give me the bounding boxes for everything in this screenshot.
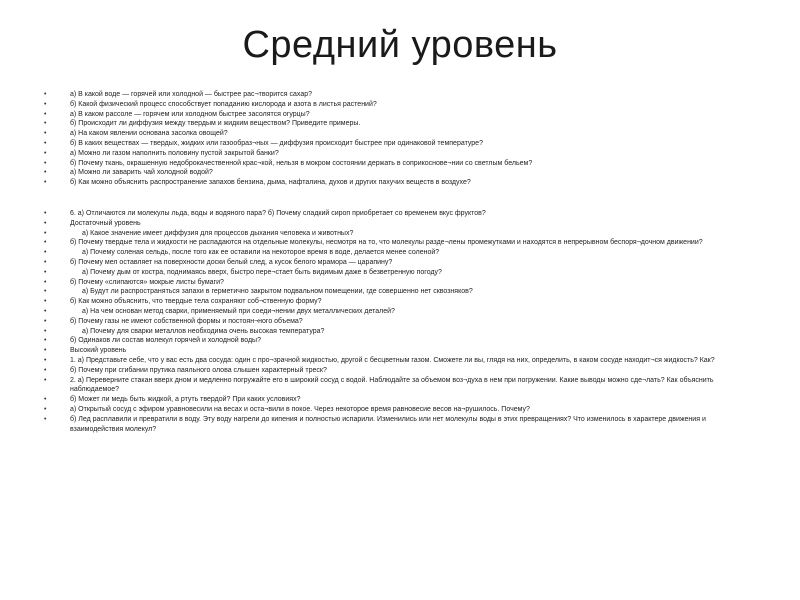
list-item: • а) В каком рассоле — горячем или холодном быстрее засолятся огурцы? — [44, 110, 744, 120]
list-item: • б) Как можно объяснить распространение запахов бензина, дыма, нафталина, духов и других пахучих веществ в воздухе? — [44, 178, 744, 188]
list-item: • б) Почему мел оставляет на поверхности доски белый след, а кусок белого мрамора — царапину? — [44, 258, 744, 268]
list-item: • а) Можно ли газом наполнить половину пустой закрытой банки? — [44, 149, 744, 159]
list-item: • а) Можно ли заварить чай холодной водой? — [44, 168, 744, 178]
slide-content — [44, 90, 744, 434]
question-list-advanced — [44, 209, 744, 434]
list-item: • б) Какой физический процесс способствует попаданию кислорода и азота в листья растений? — [44, 100, 744, 110]
list-item: • а) На каком явлении основана засолка овощей? — [44, 129, 744, 139]
list-item: • б) Почему при сгибании прутика паяльного олова слышен характерный треск? — [44, 366, 744, 376]
slide-title: Средний уровень — [242, 24, 558, 66]
list-item: • 1. а) Представьте себе, что у вас есть два сосуда: один с про¬зрачной жидкостью, другой с бесцветным газом. Сможете ли вы, глядя на них, определить, в каком сосуде находит¬ся жидкость? Как? — [44, 356, 744, 366]
list-item: • а) Почему соленая сельдь, после того как ее оставили на некоторое время в воде, делается менее соленой? — [44, 248, 744, 258]
list-item: • б) Почему твердые тела и жидкости не распадаются на отдельные молекулы, несмотря на то, что молекулы разде¬лены промежутками и находятся в непрерывном беспоря¬дочном движении? — [44, 238, 744, 248]
list-item: • б) Лед расплавили и превратили в воду. Эту воду нагрели до кипения и полностью испарили. Изменились или нет молекулы воды в этих превращениях? Что изменилось в характере движения и взаимодействия молекул? — [44, 415, 744, 435]
list-item: • б) Почему газы не имеют собственной формы и постоян¬ного объема? — [44, 317, 744, 327]
list-item: • б) Почему ткань, окрашенную недоброкачественной крас¬кой, нельзя в мокром состоянии держать в соприкоснове¬нии со светлым бельем? — [44, 159, 744, 169]
list-item: • б) Происходит ли диффузия между твердым и жидким веществом? Приведите примеры. — [44, 119, 744, 129]
list-item: • а) Почему дым от костра, поднимаясь вверх, быстро пере¬стает быть видимым даже в безветренную погоду? — [44, 268, 744, 278]
list-item: • Высокий уровень — [44, 346, 744, 356]
list-item: • б) Может ли медь быть жидкой, а ртуть твердой? При каких условиях? — [44, 395, 744, 405]
list-item: • а) Будут ли распространяться запахи в герметично закрытом подвальном помещении, где совершенно нет сквозняков? — [44, 287, 744, 297]
list-item: • б) Почему «слипаются» мокрые листы бумаги? — [44, 278, 744, 288]
list-spacer — [44, 188, 744, 209]
list-item: • а) Почему для сварки металлов необходима очень высокая температура? — [44, 327, 744, 337]
list-item: • 6. а) Отличаются ли молекулы льда, воды и водяного пара? б) Почему сладкий сироп приобретает со временем вкус фруктов? — [44, 209, 744, 219]
list-item: • 2. а) Переверните стакан вверх дном и медленно погружайте его в широкий сосуд с водой. Наблюдайте за объемом воз¬духа в нем при погружении. Какие выводы можно сде¬лать? Как объяснить наблюдаемое? — [44, 376, 744, 396]
list-item: • б) Одинаков ли состав молекул горячей и холодной воды? — [44, 336, 744, 346]
list-item: • а) На чем основан метод сварки, применяемый при соеди¬нении двух металлических деталей? — [44, 307, 744, 317]
list-item: • б) В каких веществах — твердых, жидких или газообраз¬ных — диффузия происходит быстрее при одинаковой температуре? — [44, 139, 744, 149]
list-item: • Достаточный уровень — [44, 219, 744, 229]
list-item: • а) Какое значение имеет диффузия для процессов дыхания человека и животных? — [44, 229, 744, 239]
list-item: • а) В какой воде — горячей или холодной — быстрее рас¬творится сахар? — [44, 90, 744, 100]
list-item: • б) Как можно объяснить, что твердые тела сохраняют соб¬ственную форму? — [44, 297, 744, 307]
question-list-intermediate — [44, 90, 744, 188]
list-item: • а) Открытый сосуд с эфиром уравновесили на весах и оста¬вили в покое. Через некоторое время равновесие весов на¬рушилось. Почему? — [44, 405, 744, 415]
